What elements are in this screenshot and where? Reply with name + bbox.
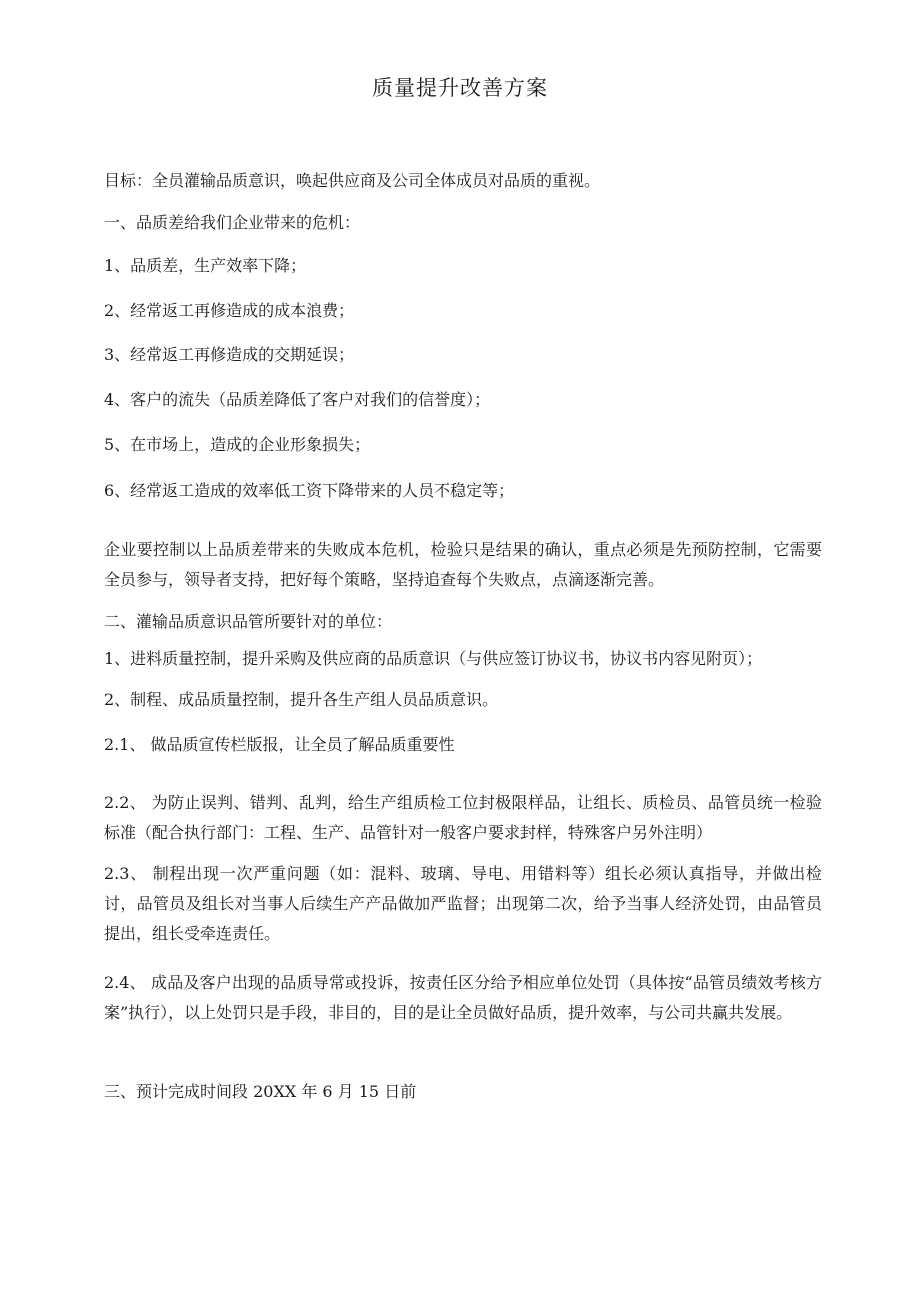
- section3-heading: 三、预计完成时间段 20XX 年 6 月 15 日前: [104, 1082, 417, 1101]
- section2-item-2: 2、制程、成品质量控制，提升各生产组人员品质意识。: [104, 690, 499, 709]
- section2-heading: 二、灌输品质意识品管所要针对的单位：: [104, 612, 393, 631]
- section2-subitem-2-2: 2.2、 为防止误判、错判、乱判，给生产组质检工位封极限样品，让组长、质检员、品管员统一检验标准（配合执行部门：工程、生产、品管针对一般客户要求封样，特殊客户另外注明）: [104, 793, 822, 842]
- section1-item-4: 4、客户的流失（品质差降低了客户对我们的信誉度）；: [104, 390, 491, 409]
- section2-subitem-2-4: 2.4、 成品及客户出现的品质导常或投诉，按责任区分给予相应单位处罚（具体按“品管员绩效考核方案”执行），以上处罚只是手段，非目的，目的是让全员做好品质，提升效率，与公司共赢共发展。: [104, 973, 822, 1022]
- section1-heading: 一、品质差给我们企业带来的危机：: [104, 213, 361, 232]
- goal-statement: 目标：全员灌输品质意识，唤起供应商及公司全体成员对品质的重视。: [104, 171, 601, 190]
- section1-item-6: 6、经常返工造成的效率低工资下降带来的人员不稳定等；: [104, 481, 515, 500]
- section2-subitem-2-3: 2.3、 制程出现一次严重问题（如：混料、玻璃、导电、用错料等）组长必须认真指导，并做出检讨，品管员及组长对当事人后续生产产品做加严监督；出现第二次，给予当事人经济处罚，由品管员提出，组长受牵连责任。: [104, 864, 822, 943]
- section1-item-1: 1、品质差，生产效率下降；: [104, 256, 307, 275]
- section1-item-2: 2、经常返工再修造成的成本浪费；: [104, 301, 355, 320]
- document-title: 质量提升改善方案: [372, 76, 548, 100]
- section1-item-3: 3、经常返工再修造成的交期延误；: [104, 345, 355, 364]
- section2-subitem-2-1: 2.1、 做品质宣传栏版报，让全员了解品质重要性: [104, 735, 455, 754]
- section2-item-1: 1、进料质量控制，提升采购及供应商的品质意识（与供应签订协议书，协议书内容见附页）；: [104, 649, 763, 668]
- section1-item-5: 5、在市场上，造成的企业形象损失；: [104, 435, 371, 454]
- section1-summary: 企业要控制以上品质差带来的失败成本危机，检验只是结果的确认，重点必须是先预防控制，它需要全员参与，领导者支持，把好每个策略，坚持追查每个失败点，点滴逐渐完善。: [104, 540, 822, 589]
